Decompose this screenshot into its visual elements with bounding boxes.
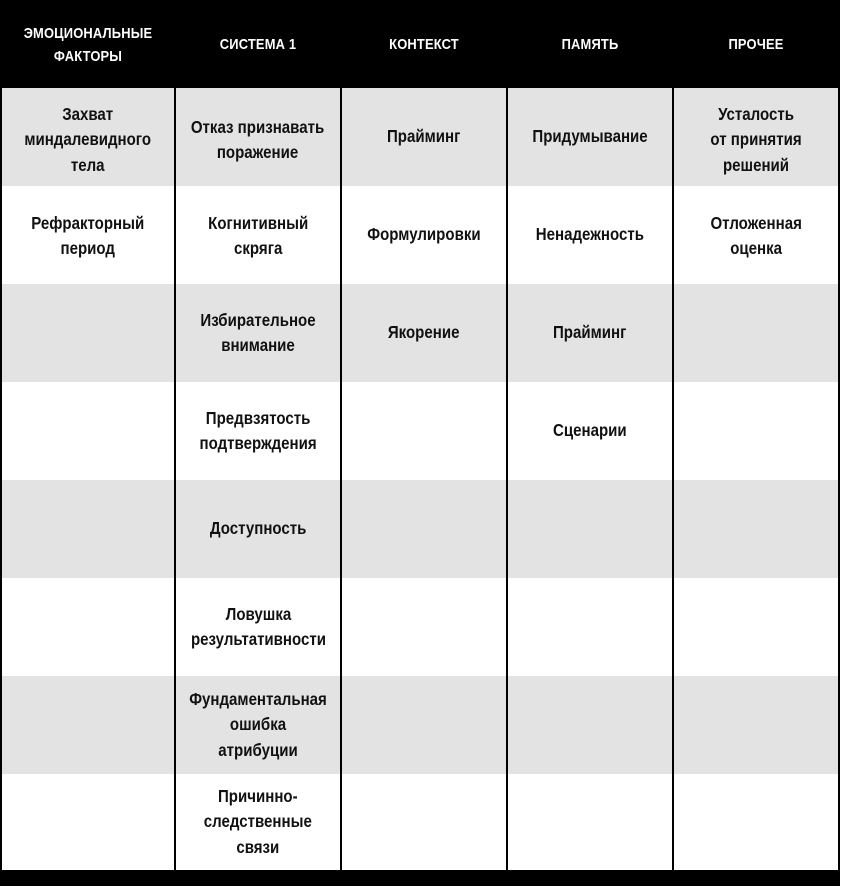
table-cell: Захват миндалевидного тела [2, 88, 174, 186]
table-cell [2, 382, 174, 480]
table-cell: Причинно- следственные связи [176, 774, 340, 870]
header-emotional-factors: ЭМОЦИОНАЛЬНЫЕ ФАКТОРЫ [14, 2, 162, 88]
table-cell [342, 480, 506, 578]
table-cell [674, 774, 838, 870]
table-cell [342, 774, 506, 870]
table-cell [2, 480, 174, 578]
table-cell: Якорение [342, 284, 506, 382]
table-cell [2, 676, 174, 774]
table-cell: Отложенная оценка [674, 186, 838, 284]
table-cell [2, 578, 174, 676]
table-cell [2, 284, 174, 382]
table-cell [674, 480, 838, 578]
table-cell [342, 676, 506, 774]
table-cell: Прайминг [342, 88, 506, 186]
table-cell: Когнитивный скряга [176, 186, 340, 284]
table-cell: Сценарии [508, 382, 672, 480]
header-memory: ПАМЯТЬ [519, 2, 660, 88]
table-cell: Предвзятость подтверждения [176, 382, 340, 480]
table-cell: Рефракторный период [2, 186, 174, 284]
table-cell [2, 774, 174, 870]
table-cell [674, 284, 838, 382]
table-cell [342, 578, 506, 676]
table-cell: Доступность [176, 480, 340, 578]
header-system-1: СИСТЕМА 1 [187, 2, 328, 88]
table-cell [508, 676, 672, 774]
table-cell: Избирательное внимание [176, 284, 340, 382]
header-context: КОНТЕКСТ [353, 2, 494, 88]
table-cell [508, 480, 672, 578]
table-cell [508, 774, 672, 870]
table-cell [674, 676, 838, 774]
header-other: ПРОЧЕЕ [685, 2, 826, 88]
table-cell [342, 382, 506, 480]
table-cell: Отказ признавать поражение [176, 88, 340, 186]
table-cell [674, 382, 838, 480]
table-cell: Ловушка результативности [176, 578, 340, 676]
table-cell [508, 578, 672, 676]
table-cell: Ненадежность [508, 186, 672, 284]
table-cell: Придумывание [508, 88, 672, 186]
table-cell: Фундаментальная ошибка атрибуции [176, 676, 340, 774]
table-cell: Формулировки [342, 186, 506, 284]
table-cell: Усталость от принятия решений [674, 88, 838, 186]
table-cell: Прайминг [508, 284, 672, 382]
table-cell [674, 578, 838, 676]
